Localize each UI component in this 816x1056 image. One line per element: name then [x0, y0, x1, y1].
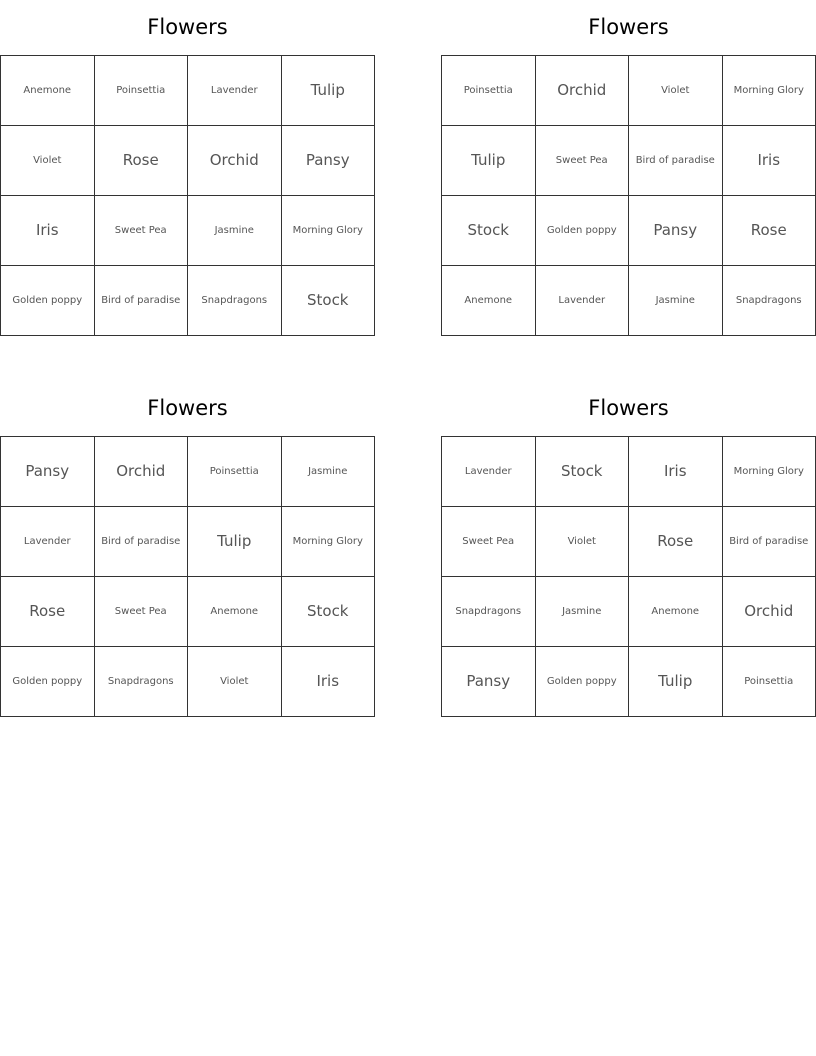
grid-cell: Golden poppy: [536, 647, 630, 717]
grid-cell: Anemone: [442, 266, 536, 336]
grid-cell: Violet: [188, 647, 282, 717]
grid-cell: Jasmine: [629, 266, 723, 336]
grid-cell: Tulip: [442, 126, 536, 196]
grid-cell: Stock: [282, 577, 376, 647]
grid-cell: Poinsettia: [723, 647, 816, 717]
bingo-grid: [441, 55, 816, 336]
grid-cell: Orchid: [723, 577, 816, 647]
grid-cell: Sweet Pea: [442, 507, 536, 577]
grid-cell: Tulip: [188, 507, 282, 577]
grid-cell: Golden poppy: [1, 647, 95, 717]
grid-cell: Orchid: [536, 56, 630, 126]
grid-cell: Jasmine: [188, 196, 282, 266]
bingo-card-4: [441, 393, 816, 717]
grid-cell: Rose: [1, 577, 95, 647]
grid-cell: Stock: [536, 437, 630, 507]
bingo-card-2: [441, 12, 816, 336]
grid-cell: Pansy: [629, 196, 723, 266]
grid-cell: Golden poppy: [536, 196, 630, 266]
grid-cell: Rose: [629, 507, 723, 577]
grid-cell: Rose: [723, 196, 816, 266]
grid-cell: Orchid: [95, 437, 189, 507]
card-title: Flowers: [147, 15, 228, 39]
grid-cell: Iris: [723, 126, 816, 196]
grid-cell: Lavender: [536, 266, 630, 336]
grid-cell: Morning Glory: [723, 437, 816, 507]
card-title: Flowers: [588, 15, 669, 39]
grid-cell: Iris: [282, 647, 376, 717]
grid-cell: Iris: [629, 437, 723, 507]
grid-cell: Sweet Pea: [95, 196, 189, 266]
bingo-card-1: [0, 12, 375, 336]
bingo-grid: [0, 55, 375, 336]
grid-cell: Jasmine: [282, 437, 376, 507]
grid-cell: Anemone: [629, 577, 723, 647]
grid-cell: Pansy: [1, 437, 95, 507]
grid-cell: Bird of paradise: [95, 266, 189, 336]
grid-cell: Bird of paradise: [95, 507, 189, 577]
grid-cell: Lavender: [1, 507, 95, 577]
card-title: Flowers: [588, 396, 669, 420]
grid-cell: Morning Glory: [282, 196, 376, 266]
grid-cell: Poinsettia: [442, 56, 536, 126]
grid-cell: Pansy: [442, 647, 536, 717]
grid-cell: Tulip: [629, 647, 723, 717]
grid-cell: Golden poppy: [1, 266, 95, 336]
grid-cell: Bird of paradise: [723, 507, 816, 577]
grid-cell: Lavender: [442, 437, 536, 507]
grid-cell: Morning Glory: [282, 507, 376, 577]
grid-cell: Stock: [282, 266, 376, 336]
grid-cell: Snapdragons: [188, 266, 282, 336]
grid-cell: Sweet Pea: [536, 126, 630, 196]
grid-cell: Iris: [1, 196, 95, 266]
grid-cell: Rose: [95, 126, 189, 196]
grid-cell: Sweet Pea: [95, 577, 189, 647]
grid-cell: Anemone: [188, 577, 282, 647]
grid-cell: Poinsettia: [188, 437, 282, 507]
grid-cell: Anemone: [1, 56, 95, 126]
bingo-grid: [0, 436, 375, 717]
grid-cell: Violet: [629, 56, 723, 126]
grid-cell: Snapdragons: [723, 266, 816, 336]
bingo-grid: [441, 436, 816, 717]
grid-cell: Violet: [536, 507, 630, 577]
grid-cell: Violet: [1, 126, 95, 196]
grid-cell: Snapdragons: [95, 647, 189, 717]
grid-cell: Pansy: [282, 126, 376, 196]
grid-cell: Lavender: [188, 56, 282, 126]
grid-cell: Poinsettia: [95, 56, 189, 126]
grid-cell: Snapdragons: [442, 577, 536, 647]
grid-cell: Morning Glory: [723, 56, 816, 126]
bingo-card-3: [0, 393, 375, 717]
grid-cell: Bird of paradise: [629, 126, 723, 196]
grid-cell: Stock: [442, 196, 536, 266]
grid-cell: Tulip: [282, 56, 376, 126]
grid-cell: Jasmine: [536, 577, 630, 647]
card-title: Flowers: [147, 396, 228, 420]
grid-cell: Orchid: [188, 126, 282, 196]
